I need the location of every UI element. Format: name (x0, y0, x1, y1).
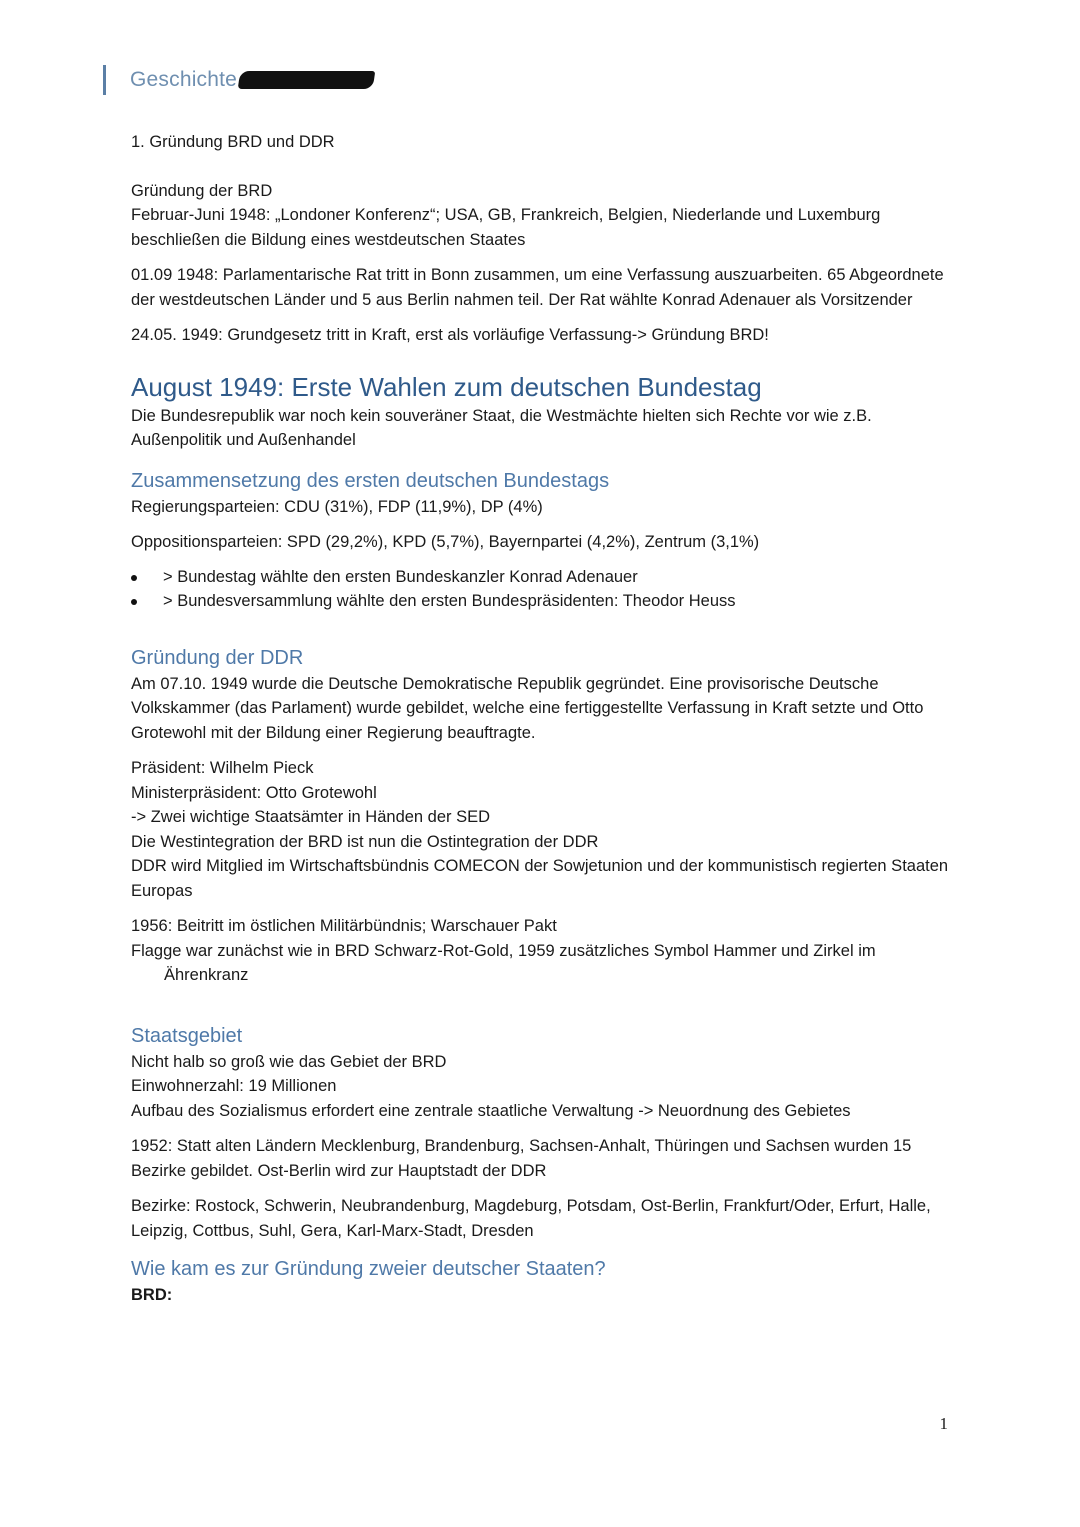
redaction-mark (238, 71, 376, 89)
document-header (103, 64, 374, 96)
bullet-icon (131, 599, 137, 605)
ddr-paragraph: Am 07.10. 1949 wurde die Deutsche Demokratische Republik gegründet. Eine provisorische Deutsche Volkskammer (das Parlament) wurde gebildet, welche eine fertiggestellte Verfassung in Kraft setzte und Otto Grotewohl mit der Bildung einer Regierung beauftragte. (131, 674, 924, 742)
ddr-ostintegration: Die Westintegration der BRD ist nun die Ostintegration der DDR (131, 832, 599, 851)
staat-bezirke: Bezirke: Rostock, Schwerin, Neubrandenburg, Magdeburg, Potsdam, Ost-Berlin, Frankfurt/Oder, Erfurt, Halle, Leipzig, Cottbus, Suhl, Gera, Karl-Marx-Stadt, Dresden (131, 1197, 931, 1240)
bullet-icon (131, 575, 137, 581)
document-body (131, 130, 961, 1308)
ddr-ministerpraesident: Ministerpräsident: Otto Grotewohl (131, 783, 377, 802)
list-item: > Bundesversammlung wählte den ersten Bundespräsidenten: Theodor Heuss (131, 589, 961, 614)
staat-groesse: Nicht halb so groß wie das Gebiet der BRD (131, 1052, 447, 1071)
brd-paragraph-london: Februar-Juni 1948: „Londoner Konferenz“; USA, GB, Frankreich, Belgien, Niederlande und Luxemburg beschließen die Bildung eines westdeutschen Staates (131, 206, 881, 249)
staat-einwohner: Einwohnerzahl: 19 Millionen (131, 1077, 337, 1095)
heading-zwei-staaten: Wie kam es zur Gründung zweier deutscher Staaten? (131, 1258, 606, 1280)
ddr-comecon: DDR wird Mitglied im Wirtschaftsbündnis COMECON der Sowjetunion und der kommunistisch regierten Staaten Europas (131, 857, 949, 900)
ddr-flagge: Flagge war zunächst wie in BRD Schwarz-Rot-Gold, 1959 zusätzliches Symbol Hammer und Zirkel im Ährenkranz (131, 941, 876, 984)
bullet-list (131, 565, 961, 614)
oppositionsparteien: Oppositionsparteien: SPD (29,2%), KPD (5,7%), Bayernpartei (4,2%), Zentrum (3,1%) (131, 533, 760, 551)
ddr-facts (131, 756, 961, 903)
brd-label: BRD: (131, 1286, 173, 1304)
regierungsparteien: Regierungsparteien: CDU (31%), FDP (11,9%), DP (4%) (131, 497, 543, 516)
heading-zusammensetzung: Zusammensetzung des ersten deutschen Bundestags (131, 469, 610, 492)
section-title: 1. Gründung BRD und DDR (131, 133, 335, 151)
ddr-warschauer-pakt: 1956: Beitritt im östlichen Militärbündnis; Warschauer Pakt (131, 917, 557, 935)
page-number: 1 (939, 1414, 948, 1433)
wahlen-paragraph: Die Bundesrepublik war noch kein souveräner Staat, die Westmächte hielten sich Rechte vor wie z.B. Außenpolitik und Außenhandel (131, 406, 872, 449)
staat-verwaltung: Aufbau des Sozialismus erfordert eine zentrale staatliche Verwaltung -> Neuordnung des Gebietes (131, 1101, 851, 1120)
heading-erste-wahlen: August 1949: Erste Wahlen zum deutschen Bundestag (131, 371, 762, 402)
heading-gruendung-ddr: Gründung der DDR (131, 646, 304, 669)
ddr-staatsaemter: -> Zwei wichtige Staatsämter in Händen der SED (131, 808, 491, 826)
header-title: Geschichte (130, 68, 238, 91)
brd-heading: Gründung der BRD (131, 181, 273, 200)
brd-paragraph-grundgesetz: 24.05. 1949: Grundgesetz tritt in Kraft, erst als vorläufige Verfassung-> Gründung BRD! (131, 326, 769, 344)
list-item: > Bundestag wählte den ersten Bundeskanzler Konrad Adenauer (131, 565, 961, 590)
heading-staatsgebiet: Staatsgebiet (131, 1024, 243, 1047)
staat-1952: 1952: Statt alten Ländern Mecklenburg, Brandenburg, Sachsen-Anhalt, Thüringen und Sachsen wurden 15 Bezirke gebildet. Ost-Berlin wird zur Hauptstadt der DDR (131, 1137, 912, 1180)
brd-paragraph-rat: 01.09 1948: Parlamentarische Rat tritt in Bonn zusammen, um eine Verfassung auszuarbeiten. 65 Abgeordnete der westdeutschen Länder und 5 aus Berlin nahmen teil. Der Rat wählte Konrad Adenauer als Vorsitzender (131, 266, 944, 309)
ddr-praesident: Präsident: Wilhelm Pieck (131, 759, 314, 777)
header-accent-bar (103, 65, 106, 95)
